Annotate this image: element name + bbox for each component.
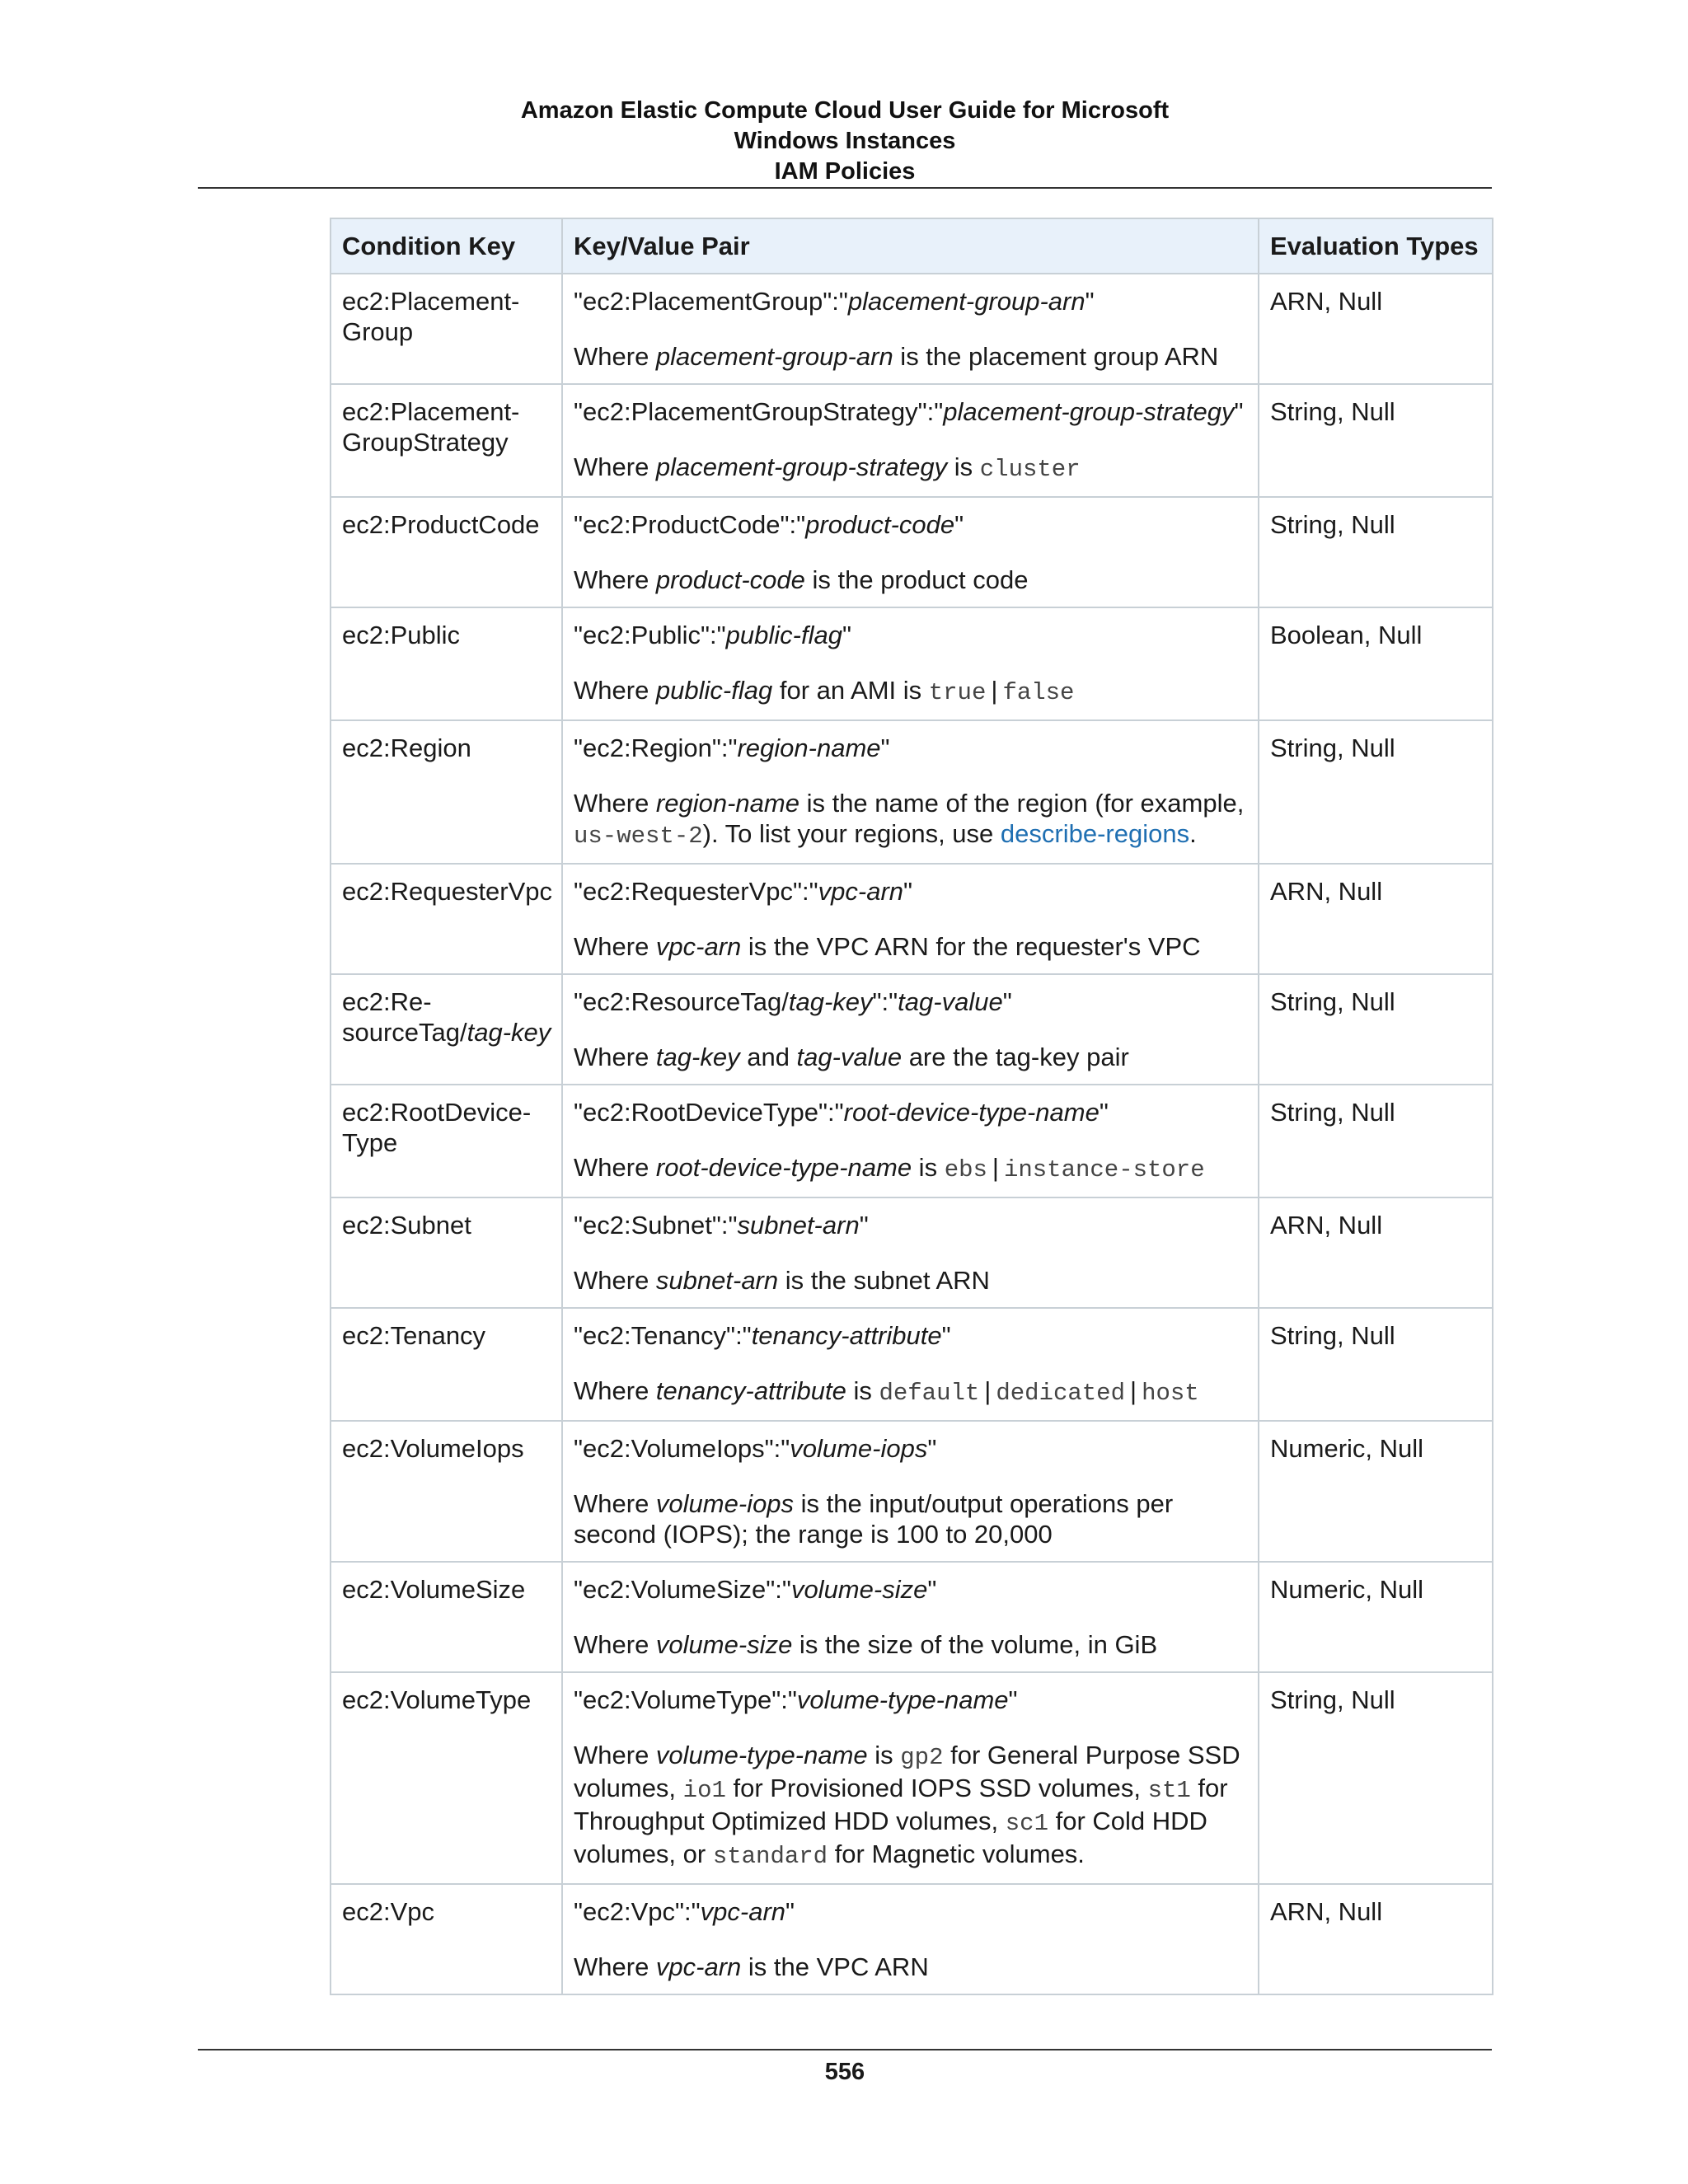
key-value-pair: "ec2:VolumeSize":"volume-size" (574, 1575, 937, 1604)
key-value-pair: "ec2:VolumeType":"volume-type-name" (574, 1685, 1018, 1714)
key-value-pair: "ec2:RootDeviceType":"root-device-type-name" (574, 1098, 1109, 1127)
key-value-pair: "ec2:ResourceTag/tag-key":"tag-value" (574, 987, 1012, 1016)
evaluation-types-cell: String, Null (1259, 720, 1493, 864)
table-row (331, 1672, 1493, 1884)
evaluation-types-cell: String, Null (1259, 1308, 1493, 1421)
table-row (331, 274, 1493, 384)
table-row (331, 1562, 1493, 1672)
key-value-pair: "ec2:Vpc":"vpc-arn" (574, 1897, 795, 1926)
condition-key: ec2:Re- sourceTag/tag-key (342, 987, 551, 1047)
key-value-description: Where root-device-type-name is ebs | instance-store (574, 1153, 1205, 1183)
key-value-pair: "ec2:PlacementGroup":"placement-group-arn" (574, 287, 1095, 316)
table-row (331, 974, 1493, 1085)
header-divider (198, 187, 1492, 189)
key-value-pair: "ec2:RequesterVpc":"vpc-arn" (574, 877, 913, 906)
key-value-description: Where volume-iops is the input/output operations per second (IOPS); the range is 100 to 20,000 (574, 1489, 1174, 1549)
evaluation-types-cell: ARN, Null (1259, 1197, 1493, 1308)
evaluation-types-cell: Boolean, Null (1259, 607, 1493, 720)
key-value-cell (562, 1197, 1259, 1308)
condition-key: ec2:VolumeSize (342, 1575, 526, 1604)
condition-key: ec2:Subnet (342, 1211, 471, 1240)
key-value-description: Where vpc-arn is the VPC ARN (574, 1952, 929, 1981)
condition-key-cell (331, 607, 562, 720)
table-row (331, 1197, 1493, 1308)
condition-key: ec2:Tenancy (342, 1321, 486, 1350)
condition-key: ec2:Placement- Group (342, 287, 520, 346)
section-title: IAM Policies (774, 158, 916, 185)
key-value-cell (562, 1085, 1259, 1197)
key-value-cell (562, 1421, 1259, 1562)
condition-key-cell (331, 1197, 562, 1308)
evaluation-types-cell: String, Null (1259, 974, 1493, 1085)
table-row (331, 607, 1493, 720)
key-value-description: Where product-code is the product code (574, 565, 1029, 594)
key-value-cell (562, 1562, 1259, 1672)
key-value-cell (562, 974, 1259, 1085)
describe-regions-link[interactable]: describe-regions (1000, 819, 1190, 848)
key-value-pair: "ec2:Tenancy":"tenancy-attribute" (574, 1321, 951, 1350)
evaluation-types-cell: Numeric, Null (1259, 1421, 1493, 1562)
key-value-cell (562, 497, 1259, 607)
condition-key-cell (331, 864, 562, 974)
key-value-cell (562, 1884, 1259, 1994)
condition-key-cell (331, 1884, 562, 1994)
key-value-cell (562, 864, 1259, 974)
evaluation-types-cell: ARN, Null (1259, 1884, 1493, 1994)
doc-title-line2: Windows Instances (734, 128, 956, 154)
condition-keys-table (330, 218, 1493, 1995)
table-row (331, 1308, 1493, 1421)
key-value-pair: "ec2:Region":"region-name" (574, 733, 890, 762)
table-row (331, 1085, 1493, 1197)
key-value-description: Where tenancy-attribute is default | dedicated | host (574, 1376, 1199, 1407)
condition-key-cell (331, 1308, 562, 1421)
evaluation-types-cell: ARN, Null (1259, 864, 1493, 974)
key-value-description: Where region-name is the name of the region (for example, us-west-2). To list your regions, use describe-regions. (574, 789, 1245, 850)
table-row (331, 1421, 1493, 1562)
condition-key: ec2:Placement- GroupStrategy (342, 397, 520, 457)
condition-key-cell (331, 384, 562, 497)
condition-key-cell (331, 974, 562, 1085)
page-number: 556 (824, 2059, 865, 2085)
condition-key-cell (331, 1085, 562, 1197)
condition-key-cell (331, 1672, 562, 1884)
column-header-condition-key: Condition Key (331, 218, 562, 274)
key-value-pair: "ec2:ProductCode":"product-code" (574, 510, 964, 539)
condition-key: ec2:Vpc (342, 1897, 435, 1926)
evaluation-types-cell: ARN, Null (1259, 274, 1493, 384)
condition-key: ec2:RootDevice- Type (342, 1098, 532, 1157)
condition-key: ec2:VolumeType (342, 1685, 532, 1714)
key-value-description: Where subnet-arn is the subnet ARN (574, 1266, 990, 1295)
key-value-cell (562, 274, 1259, 384)
key-value-cell (562, 607, 1259, 720)
key-value-pair: "ec2:Subnet":"subnet-arn" (574, 1211, 869, 1240)
key-value-description: Where volume-type-name is gp2 for General Purpose SSD volumes, io1 for Provisioned IOPS SSD volumes, st1 for Throughput Optimized HDD volumes, sc1 for Cold HDD volumes, or standard for Magnetic volumes. (574, 1741, 1240, 1870)
key-value-pair: "ec2:Public":"public-flag" (574, 621, 851, 649)
key-value-description: Where vpc-arn is the VPC ARN for the requester's VPC (574, 932, 1201, 961)
evaluation-types-cell: String, Null (1259, 497, 1493, 607)
condition-key: ec2:ProductCode (342, 510, 540, 539)
evaluation-types-cell: Numeric, Null (1259, 1562, 1493, 1672)
table-row (331, 720, 1493, 864)
condition-key-cell (331, 720, 562, 864)
condition-key: ec2:Public (342, 621, 461, 649)
key-value-description: Where placement-group-arn is the placement group ARN (574, 342, 1219, 371)
page-header (198, 96, 1492, 187)
key-value-cell (562, 720, 1259, 864)
evaluation-types-cell: String, Null (1259, 384, 1493, 497)
condition-key-cell (331, 497, 562, 607)
evaluation-types-cell: String, Null (1259, 1085, 1493, 1197)
key-value-description: Where volume-size is the size of the volume, in GiB (574, 1630, 1158, 1659)
key-value-pair: "ec2:VolumeIops":"volume-iops" (574, 1434, 937, 1463)
key-value-cell (562, 1308, 1259, 1421)
doc-title-line1: Amazon Elastic Compute Cloud User Guide for Microsoft (520, 97, 1170, 124)
key-value-cell (562, 384, 1259, 497)
column-header-key-value-pair: Key/Value Pair (562, 218, 1259, 274)
key-value-description: Where tag-key and tag-value are the tag-key pair (574, 1043, 1129, 1071)
key-value-description: Where public-flag for an AMI is true | false (574, 676, 1075, 706)
condition-key: ec2:VolumeIops (342, 1434, 524, 1463)
table-row (331, 384, 1493, 497)
table-row (331, 497, 1493, 607)
key-value-cell (562, 1672, 1259, 1884)
footer-divider (198, 2049, 1492, 2050)
condition-key: ec2:RequesterVpc (342, 877, 553, 906)
table-row (331, 1884, 1493, 1994)
key-value-pair: "ec2:PlacementGroupStrategy":"placement-group-strategy" (574, 397, 1244, 426)
table-header-row (331, 218, 1493, 274)
condition-key-cell (331, 1421, 562, 1562)
table-row (331, 864, 1493, 974)
key-value-description: Where placement-group-strategy is cluster (574, 452, 1081, 483)
condition-key: ec2:Region (342, 733, 471, 762)
condition-key-cell (331, 1562, 562, 1672)
evaluation-types-cell: String, Null (1259, 1672, 1493, 1884)
column-header-evaluation-types: Evaluation Types (1259, 218, 1493, 274)
condition-key-cell (331, 274, 562, 384)
